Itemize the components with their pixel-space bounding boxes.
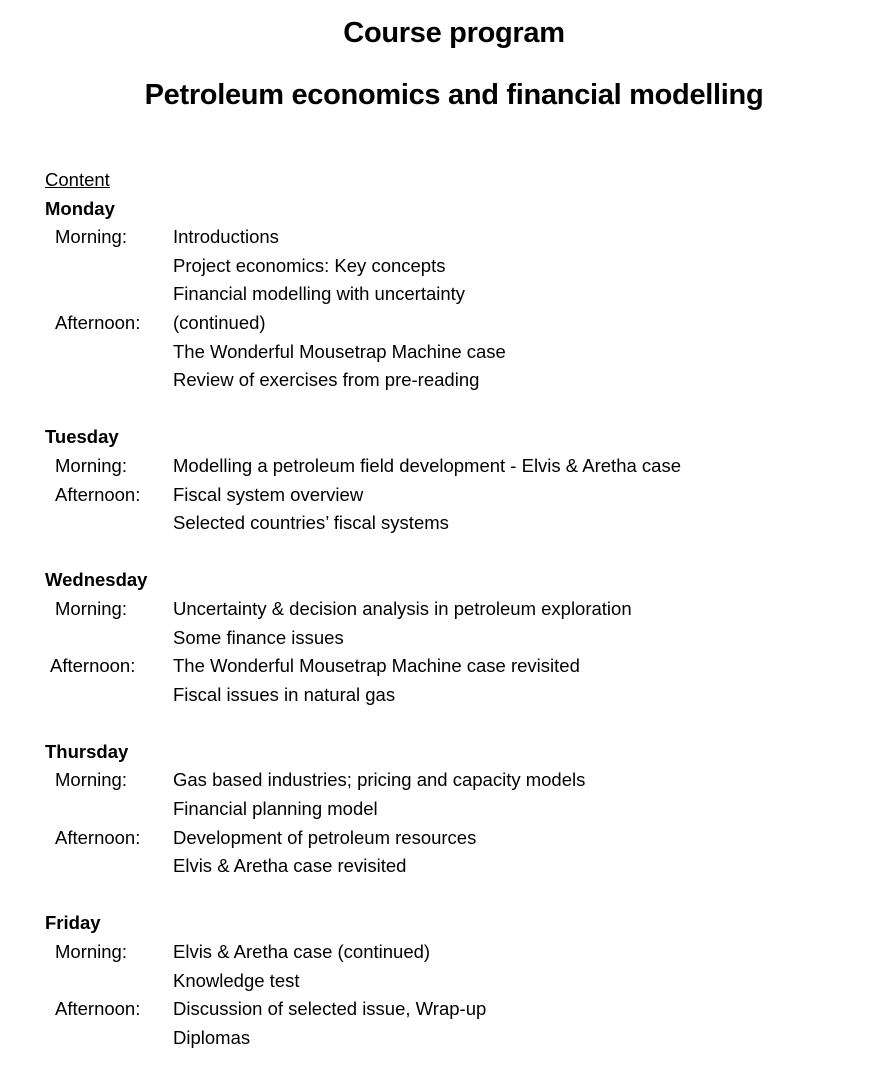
time-slot bbox=[45, 252, 173, 281]
session-item: (continued) bbox=[173, 311, 266, 333]
session-item: The Wonderful Mousetrap Machine case bbox=[173, 340, 506, 362]
session-item: Selected countries’ fiscal systems bbox=[173, 512, 449, 534]
time-slot: Morning: bbox=[55, 769, 127, 791]
session-item: Diplomas bbox=[173, 1026, 251, 1048]
time-slot bbox=[45, 681, 173, 710]
session-item: Review of exercises from pre-reading bbox=[173, 369, 480, 391]
day-name: Monday bbox=[45, 197, 115, 219]
time-slot bbox=[45, 967, 173, 996]
schedule-row bbox=[45, 681, 845, 710]
schedule-row bbox=[45, 652, 845, 681]
schedule-row bbox=[45, 595, 845, 624]
session-item: Discussion of selected issue, Wrap-up bbox=[173, 998, 487, 1020]
schedule-row bbox=[45, 338, 845, 367]
schedule-row bbox=[45, 938, 845, 967]
schedule-row bbox=[45, 1024, 845, 1053]
session-item: Introductions bbox=[173, 226, 279, 248]
session-item: The Wonderful Mousetrap Machine case revisited bbox=[173, 655, 580, 677]
course-content bbox=[45, 166, 845, 1052]
session-item: Knowledge test bbox=[173, 969, 300, 991]
time-slot bbox=[45, 366, 173, 395]
session-item: Elvis & Aretha case (continued) bbox=[173, 941, 431, 963]
session-item: Modelling a petroleum field development - Elvis & Aretha case bbox=[173, 454, 681, 476]
session-item: Financial planning model bbox=[173, 798, 378, 820]
day-friday bbox=[45, 909, 845, 1052]
time-slot bbox=[45, 338, 173, 367]
time-slot bbox=[45, 509, 173, 538]
day-name: Tuesday bbox=[45, 426, 119, 448]
time-slot: Afternoon: bbox=[50, 655, 136, 677]
session-item: Financial modelling with uncertainty bbox=[173, 283, 466, 305]
content-heading: Content bbox=[45, 169, 110, 190]
day-name: Friday bbox=[45, 912, 101, 934]
session-item: Gas based industries; pricing and capacity models bbox=[173, 769, 586, 791]
schedule-row bbox=[45, 824, 845, 853]
schedule-row bbox=[45, 852, 845, 881]
time-slot bbox=[45, 795, 173, 824]
schedule-row bbox=[45, 795, 845, 824]
day-wednesday bbox=[45, 566, 845, 709]
schedule-row bbox=[45, 766, 845, 795]
day-monday bbox=[45, 195, 845, 395]
schedule-row bbox=[45, 481, 845, 510]
day-name: Thursday bbox=[45, 740, 129, 762]
document-title: Course program bbox=[343, 17, 565, 49]
session-item: Fiscal system overview bbox=[173, 483, 364, 505]
session-item: Uncertainty & decision analysis in petroleum exploration bbox=[173, 597, 632, 619]
time-slot: Morning: bbox=[55, 226, 127, 248]
day-name: Wednesday bbox=[45, 569, 148, 591]
schedule-row bbox=[45, 223, 845, 252]
session-item: Fiscal issues in natural gas bbox=[173, 683, 396, 705]
time-slot bbox=[45, 624, 173, 653]
document-subtitle: Petroleum economics and financial modelling bbox=[144, 79, 764, 111]
time-slot: Afternoon: bbox=[55, 826, 141, 848]
time-slot: Afternoon: bbox=[55, 483, 141, 505]
schedule-row bbox=[45, 967, 845, 996]
time-slot: Afternoon: bbox=[55, 998, 141, 1020]
session-item: Some finance issues bbox=[173, 626, 344, 648]
time-slot: Morning: bbox=[55, 597, 127, 619]
day-thursday bbox=[45, 738, 845, 881]
time-slot: Morning: bbox=[55, 941, 127, 963]
schedule-row bbox=[45, 995, 845, 1024]
schedule-row bbox=[45, 366, 845, 395]
session-item: Project economics: Key concepts bbox=[173, 254, 446, 276]
session-item: Elvis & Aretha case revisited bbox=[173, 855, 407, 877]
session-item: Development of petroleum resources bbox=[173, 826, 477, 848]
schedule-row bbox=[45, 280, 845, 309]
time-slot: Afternoon: bbox=[55, 311, 141, 333]
time-slot bbox=[45, 852, 173, 881]
schedule-row bbox=[45, 252, 845, 281]
schedule-row bbox=[45, 509, 845, 538]
time-slot bbox=[45, 280, 173, 309]
time-slot bbox=[45, 1024, 173, 1053]
schedule-row bbox=[45, 624, 845, 653]
day-tuesday bbox=[45, 423, 845, 537]
schedule-row bbox=[45, 452, 845, 481]
schedule-row bbox=[45, 309, 845, 338]
time-slot: Morning: bbox=[55, 454, 127, 476]
